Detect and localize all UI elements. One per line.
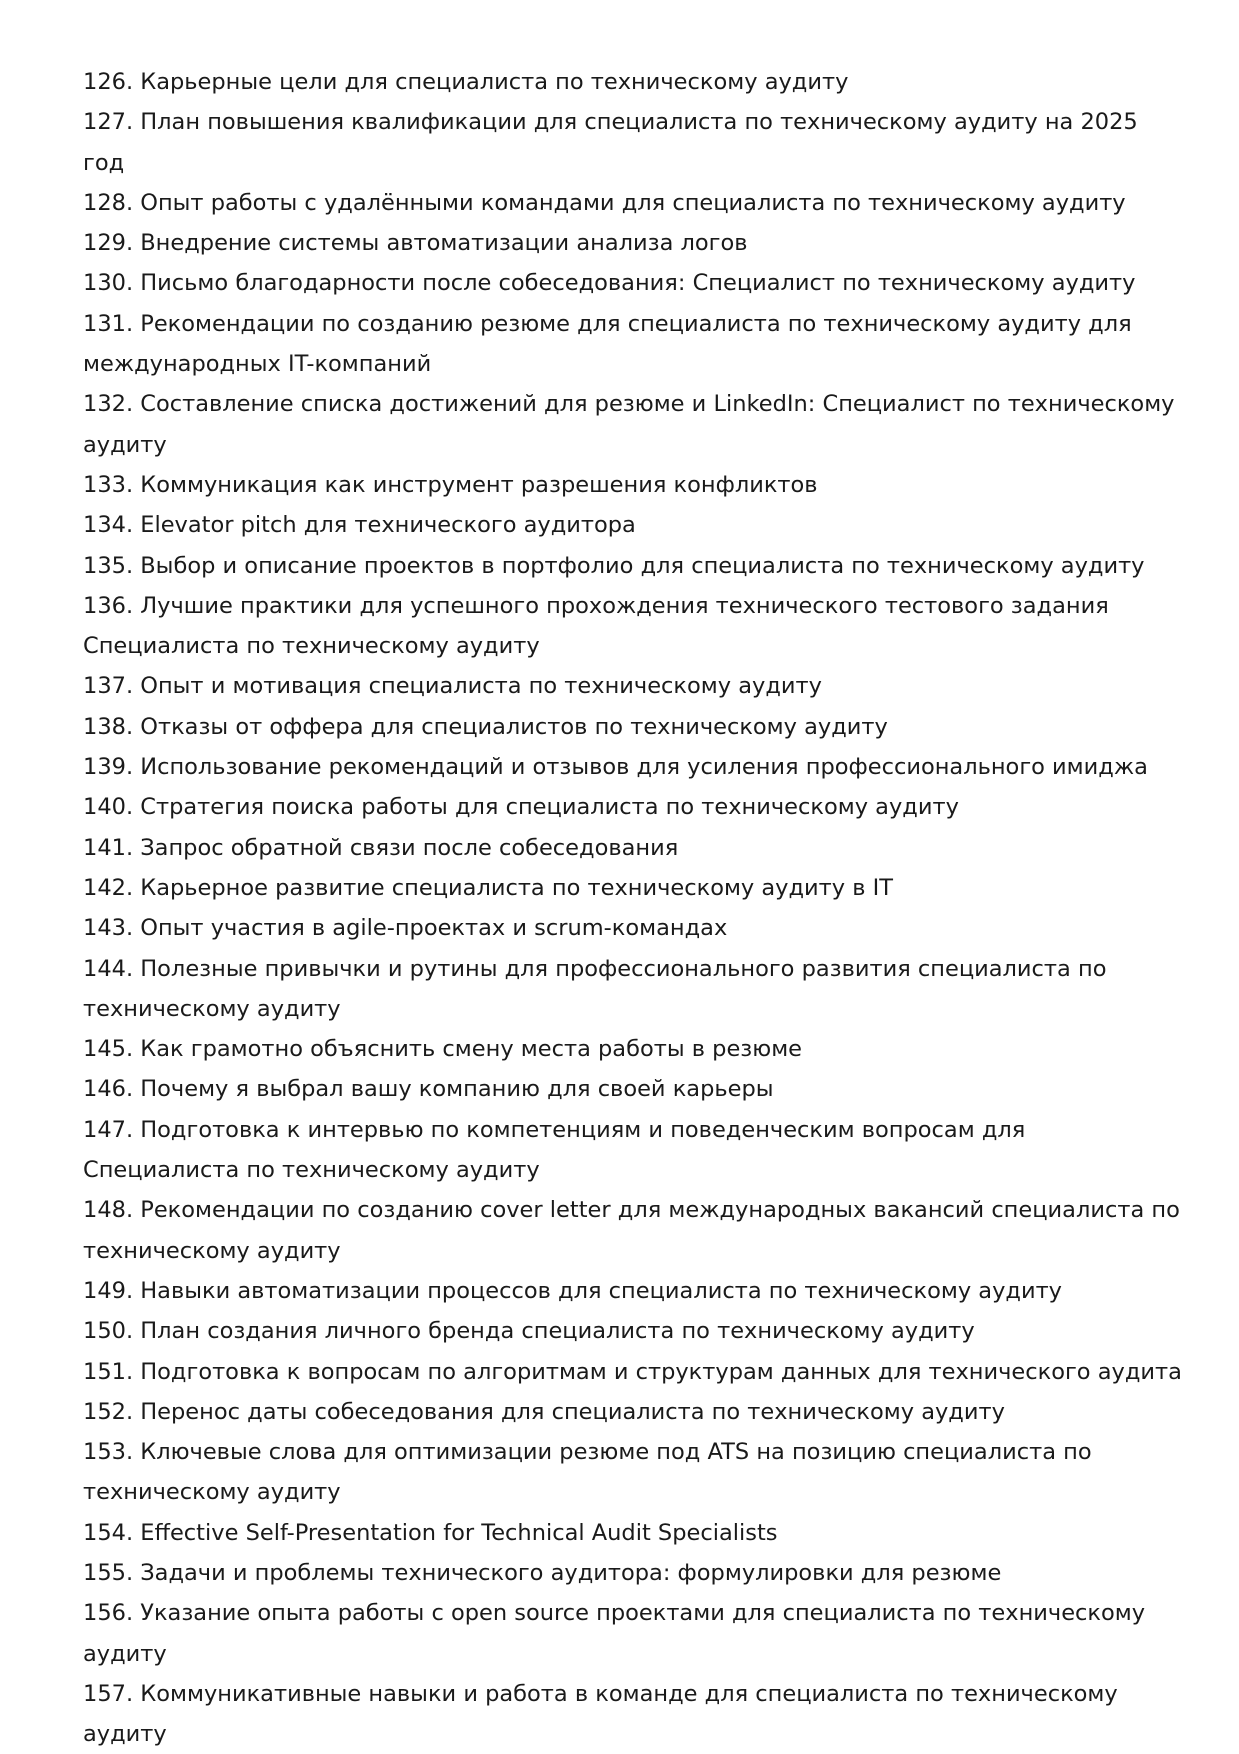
list-item: 134. Elevator pitch для технического аудитора xyxy=(83,512,636,539)
list-item: 127. План повышения квалификации для специалиста по техническому аудиту на 2025 год xyxy=(83,109,1138,176)
list-item: 135. Выбор и описание проектов в портфолио для специалиста по техническому аудиту xyxy=(83,552,1145,579)
list-item: 136. Лучшие практики для успешного прохождения технического тестового задания Специалиста по техническому аудиту xyxy=(83,592,1109,660)
list-item: 142. Карьерное развитие специалиста по техническому аудиту в IT xyxy=(83,874,894,901)
list-item: 137. Опыт и мотивация специалиста по техническому аудиту xyxy=(83,673,822,700)
list-item: 129. Внедрение системы автоматизации анализа логов xyxy=(83,230,748,257)
list-item: 141. Запрос обратной связи после собеседования xyxy=(83,834,679,861)
list-item: 143. Опыт участия в agile-проектах и scrum-командах xyxy=(83,915,728,942)
list-item: 130. Письмо благодарности после собеседования: Специалист по техническому аудиту xyxy=(83,270,1136,297)
list-item: 156. Указание опыта работы с open source проектами для специалиста по техническому аудиту xyxy=(83,1600,1146,1667)
list-item: 138. Отказы от оффера для специалистов по техническому аудиту xyxy=(83,713,888,740)
list-item: 139. Использование рекомендаций и отзывов для усиления профессионального имиджа xyxy=(83,754,1148,781)
list-item: 149. Навыки автоматизации процессов для специалиста по техническому аудиту xyxy=(83,1277,1062,1304)
list-item: 146. Почему я выбрал вашу компанию для своей карьеры xyxy=(83,1076,774,1103)
list-item: 153. Ключевые слова для оптимизации резюме под ATS на позицию специалиста по техническому аудиту xyxy=(83,1439,1092,1506)
list-item: 133. Коммуникация как инструмент разрешения конфликтов xyxy=(83,471,818,498)
list-item: 150. План создания личного бренда специалиста по техническому аудиту xyxy=(83,1318,975,1345)
list-item: 152. Перенос даты собеседования для специалиста по техническому аудиту xyxy=(83,1398,1005,1425)
document-page xyxy=(83,62,1183,1754)
list-item: 132. Составление списка достижений для резюме и LinkedIn: Специалист по техническому аудиту xyxy=(83,391,1175,458)
list-item: 128. Опыт работы с удалёнными командами для специалиста по техническому аудиту xyxy=(83,189,1126,216)
list-item: 151. Подготовка к вопросам по алгоритмам и структурам данных для технического аудита xyxy=(83,1358,1182,1385)
list-item: 144. Полезные привычки и рутины для профессионального развития специалиста по техническому аудиту xyxy=(83,955,1107,1022)
list-item: 145. Как грамотно объяснить смену места работы в резюме xyxy=(83,1036,803,1063)
list-item: 157. Коммуникативные навыки и работа в команде для специалиста по техническому аудиту xyxy=(83,1680,1118,1748)
list-item: 155. Задачи и проблемы технического аудитора: формулировки для резюме xyxy=(83,1559,1002,1586)
list-item: 140. Стратегия поиска работы для специалиста по техническому аудиту xyxy=(83,794,959,821)
list-item: 154. Effective Self-Presentation for Technical Audit Specialists xyxy=(83,1519,778,1546)
numbered-topic-list xyxy=(83,62,1183,1754)
list-item: 131. Рекомендации по созданию резюме для специалиста по техническому аудиту для международных IT-компаний xyxy=(83,310,1132,378)
list-item: 147. Подготовка к интервью по компетенциям и поведенческим вопросам для Специалиста по техническому аудиту xyxy=(83,1116,1026,1184)
list-item: 148. Рекомендации по созданию cover letter для международных вакансий специалиста по техническому аудиту xyxy=(83,1197,1180,1264)
list-item: 126. Карьерные цели для специалиста по техническому аудиту xyxy=(83,69,849,95)
